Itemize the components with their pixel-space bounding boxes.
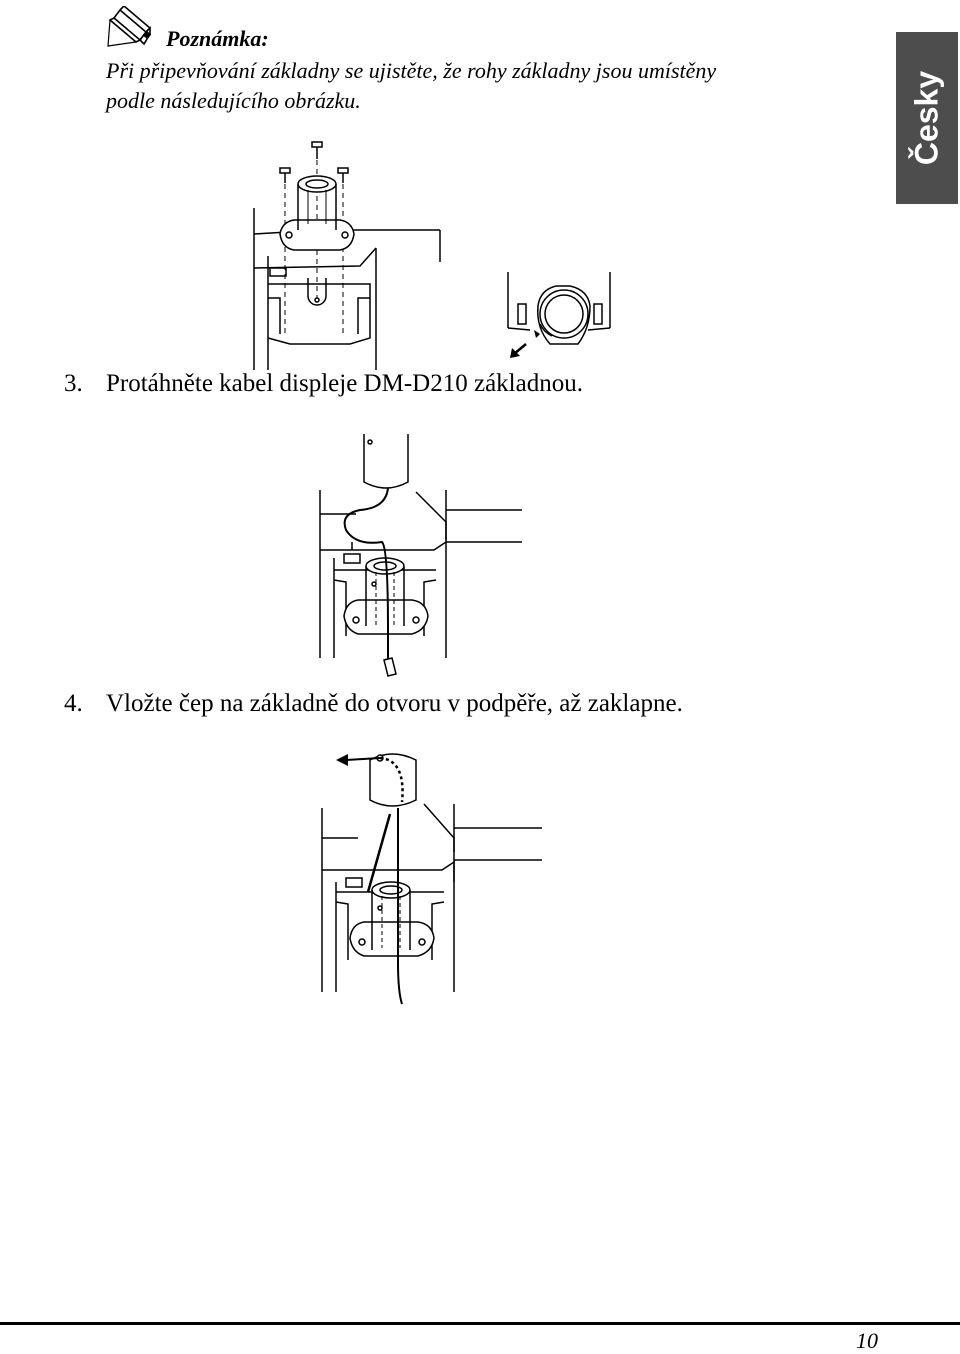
step-4 xyxy=(64,690,683,718)
page-number: 10 xyxy=(856,1328,878,1353)
footer-rule xyxy=(0,1322,960,1325)
note-line-2: podle následujícího obrázku. xyxy=(106,88,361,113)
step-4-number: 4. xyxy=(64,690,83,717)
note-line-1: Při připevňování základny se ujistěte, že rohy základny jsou umístěny xyxy=(106,58,717,83)
step-4-text: Vložte čep na základně do otvoru v podpěře, až zaklapne. xyxy=(106,690,683,717)
language-tab xyxy=(896,32,958,204)
pencil-icon xyxy=(106,6,156,50)
step-3-text: Protáhněte kabel displeje DM-D210 základnou. xyxy=(106,370,583,397)
language-tab-label: Česky xyxy=(908,70,945,166)
note-title: Poznámka: xyxy=(166,26,269,51)
pin-insertion-illustration xyxy=(318,742,548,1010)
cable-routing-illustration xyxy=(316,430,526,680)
base-corner-detail-illustration xyxy=(500,268,620,364)
note-body xyxy=(106,56,866,116)
step-3-number: 3. xyxy=(64,370,83,397)
step-3 xyxy=(64,370,583,398)
base-screws-illustration xyxy=(250,138,450,370)
